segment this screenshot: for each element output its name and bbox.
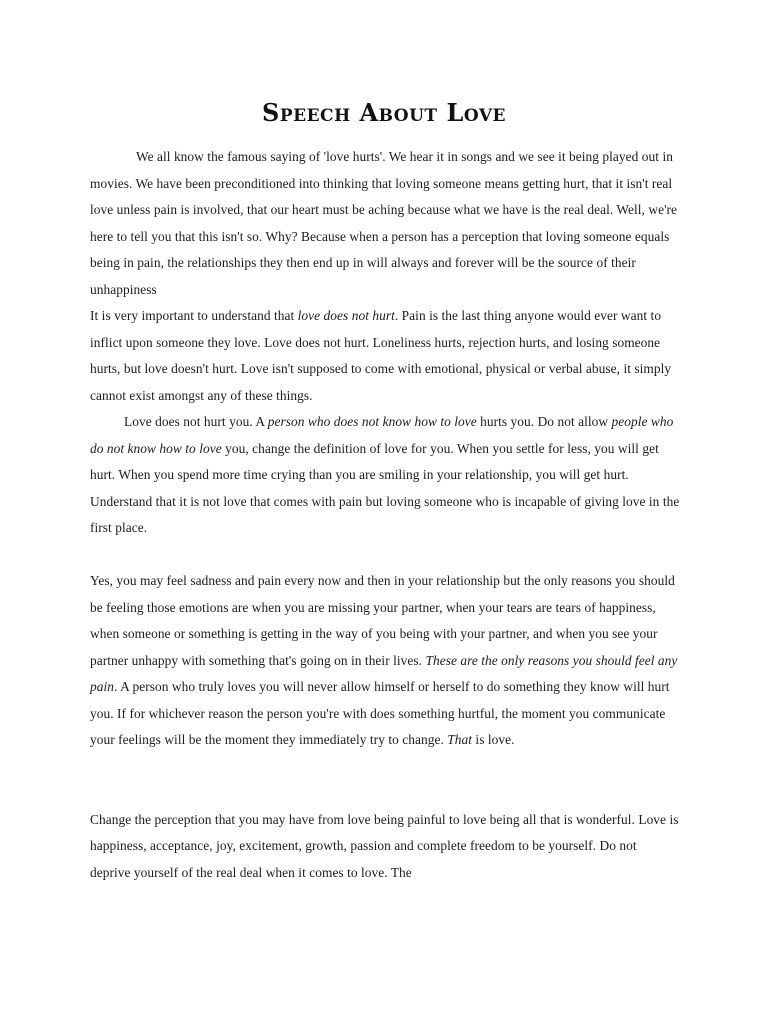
document-body — [90, 144, 680, 886]
paragraph-4-rest: is love. — [472, 732, 515, 747]
paragraph-4-middle: . A person who truly loves you will never allow himself or herself to do something they know will hurt you. If for whichever reason the person you're with does something hurtful, the moment you communicate your feelings will be the moment they immediately try to change. — [90, 679, 670, 747]
paragraph-3-emphasis-2: people who do not know how to love — [90, 414, 674, 456]
paragraph-4-emphasis-1: These are the only reasons you should feel any pain — [90, 652, 678, 694]
paragraph-4-lead: Yes, you may feel sadness and pain every now and then in your relationship but the only reasons you should be feeling those emotions are when you are missing your partner, when your tears are tears of happiness, when someone or something is getting in the way of you being with your partner, and when you see your partner unhappy with something that's going on in their lives. — [90, 573, 675, 668]
paragraph-3 — [90, 409, 680, 542]
paragraph-3-lead: Love does not hurt you. A — [124, 414, 268, 429]
paragraph-2 — [90, 303, 680, 409]
paragraph-2-emphasis: love does not hurt — [297, 308, 395, 323]
paragraph-3-emphasis-1: person who does not know how to love — [267, 414, 477, 429]
paragraph-5-text: Change the perception that you may have from love being painful to love being all that is wonderful. Love is happiness, acceptance, joy, excitement, growth, passion and complete freedom to be yourself. Do not deprive yourself of the real deal when it comes to love. The — [90, 811, 679, 880]
document-title: Speech About Love — [262, 98, 506, 127]
paragraph-1-text: We all know the famous saying of 'love hurts'. We hear it in songs and we see it being played out in movies. We have been preconditioned into thinking that loving someone means getting hurt, that it isn't real love unless pain is involved, that our heart must be aching because what we have is the real deal. Well, we're here to tell you that this isn't so. Why? Because when a person has a perception that loving someone equals being in pain, the relationships they then end up in will always and forever will be the source of their unhappiness — [90, 149, 678, 297]
paragraph-4-emphasis-2: That — [447, 732, 473, 747]
paragraph-2-lead: It is very important to understand that — [90, 308, 298, 323]
paragraph-2-rest: . Pain is the last thing anyone would ever want to inflict upon someone they love. Love does not hurt. Loneliness hurts, rejection hurts, and losing someone hurts, but love doesn't hurt. Love isn't supposed to come with emotional, physical or verbal abuse, it simply cannot exist amongst any of these things. — [90, 308, 672, 403]
paragraph-3-middle: hurts you. Do not allow — [476, 414, 612, 429]
paragraph-3-rest: you, change the definition of love for you. When you settle for less, you will get hurt. When you spend more time crying than you are smiling in your relationship, you will get hurt. Understand that it is not love that comes with pain but loving someone who is incapable of giving love in the first place. — [90, 440, 680, 535]
paragraph-5 — [90, 807, 680, 887]
paragraph-1 — [90, 144, 680, 303]
paragraph-4 — [90, 568, 680, 754]
